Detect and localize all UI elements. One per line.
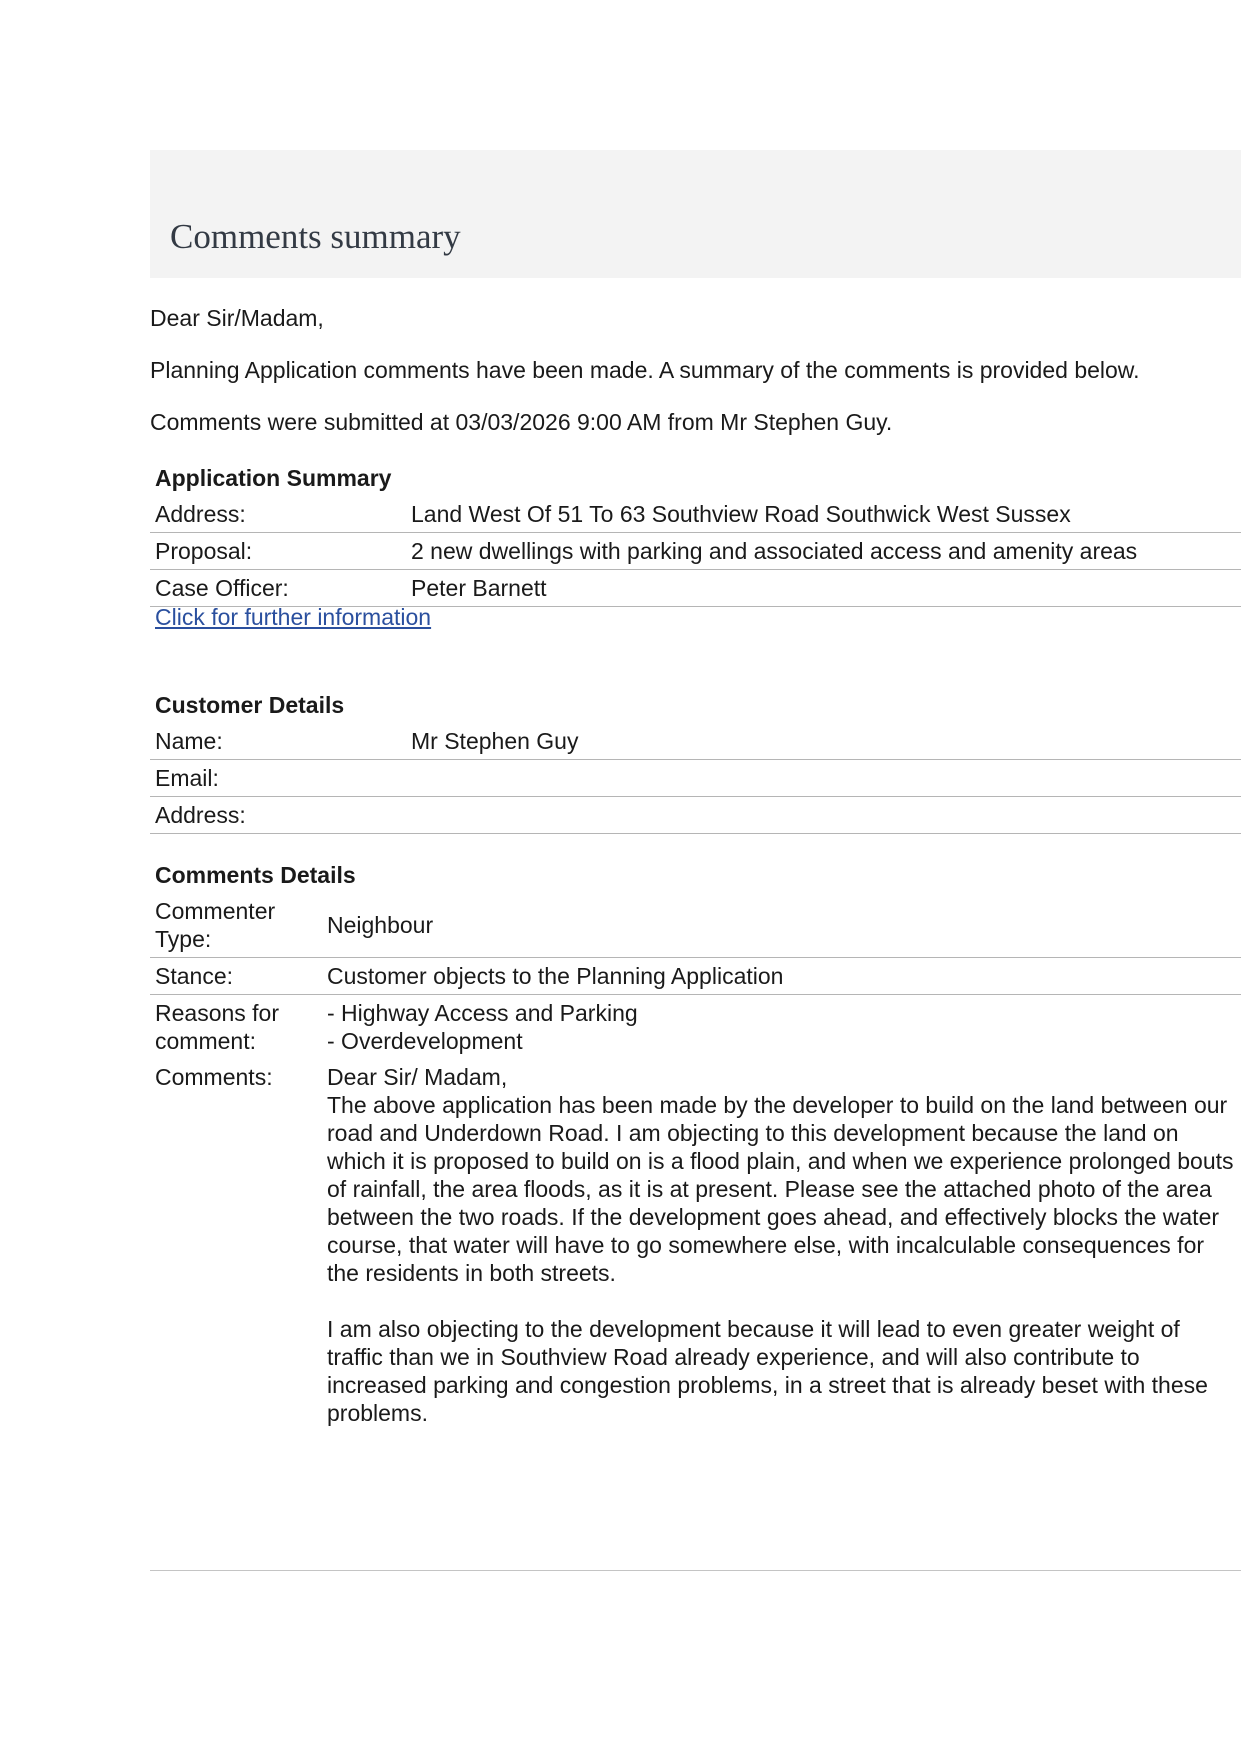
name-label: Name:: [150, 723, 406, 760]
comments-value: [322, 1059, 1241, 1431]
bottom-divider: [150, 1570, 1241, 1571]
customer-address-label: Address:: [150, 797, 406, 834]
table-row: [150, 995, 1241, 1060]
stance-label: Stance:: [150, 958, 322, 995]
table-row: [150, 797, 1241, 834]
address-label: Address:: [150, 496, 406, 533]
comments-details-table: [150, 893, 1241, 1431]
customer-address-value: [406, 797, 1241, 834]
proposal-value: 2 new dwellings with parking and associated access and amenity areas: [406, 533, 1241, 570]
table-row: [150, 723, 1241, 760]
table-row: [150, 1059, 1241, 1431]
table-row: [150, 533, 1241, 570]
comment-paragraph: I am also objecting to the development because it will lead to even greater weight of traffic than we in Southview Road already experience, and will also contribute to increased parking and congestion problems, in a street that is already beset with these problems.: [327, 1316, 1208, 1426]
reasons-value: [322, 995, 1241, 1060]
header-banner: [150, 150, 1241, 278]
customer-details-table: [150, 723, 1241, 834]
proposal-label: Proposal:: [150, 533, 406, 570]
email-value: [406, 760, 1241, 797]
commenter-type-value: Neighbour: [322, 893, 1241, 958]
commenter-type-label: Commenter Type:: [150, 893, 322, 958]
table-row: [150, 760, 1241, 797]
table-row: [150, 496, 1241, 533]
email-label: Email:: [150, 760, 406, 797]
application-summary-heading: Application Summary: [155, 465, 392, 491]
address-value: Land West Of 51 To 63 Southview Road Southwick West Sussex: [406, 496, 1241, 533]
comment-paragraph: The above application has been made by the developer to build on the land between our road and Underdown Road. I am objecting to this development because the land on which it is proposed to build on is a flood plain, and when we experience prolonged bouts of rainfall, the area floods, as it is at present. Please see the attached photo of the area between the two roads. If the development goes ahead, and effectively blocks the water course, that water will have to go somewhere else, with incalculable consequences for the residents in both streets.: [327, 1092, 1234, 1286]
table-row: [150, 570, 1241, 607]
submitted-text: Comments were submitted at 03/03/2026 9:00 AM from Mr Stephen Guy.: [150, 409, 893, 435]
case-officer-label: Case Officer:: [150, 570, 406, 607]
application-summary-table: [150, 496, 1241, 607]
comments-summary-page: [150, 150, 1241, 1426]
table-row: [150, 958, 1241, 995]
stance-value: Customer objects to the Planning Application: [322, 958, 1241, 995]
reason-item: - Overdevelopment: [327, 1028, 523, 1054]
comments-details-heading: Comments Details: [155, 862, 356, 888]
name-value: Mr Stephen Guy: [406, 723, 1241, 760]
comment-salutation: Dear Sir/ Madam,: [327, 1064, 508, 1090]
customer-details-heading: Customer Details: [155, 692, 345, 718]
comments-label: Comments:: [155, 1064, 273, 1090]
reasons-label: Reasons for comment:: [155, 1000, 280, 1054]
reason-item: - Highway Access and Parking: [327, 1000, 638, 1026]
greeting: Dear Sir/Madam,: [150, 305, 324, 331]
notice-text: Planning Application comments have been made. A summary of the comments is provided below.: [150, 357, 1140, 383]
table-row: [150, 893, 1241, 958]
case-officer-value: Peter Barnett: [406, 570, 1241, 607]
page-title: Comments summary: [170, 217, 461, 256]
further-information-link[interactable]: Click for further information: [155, 604, 432, 630]
